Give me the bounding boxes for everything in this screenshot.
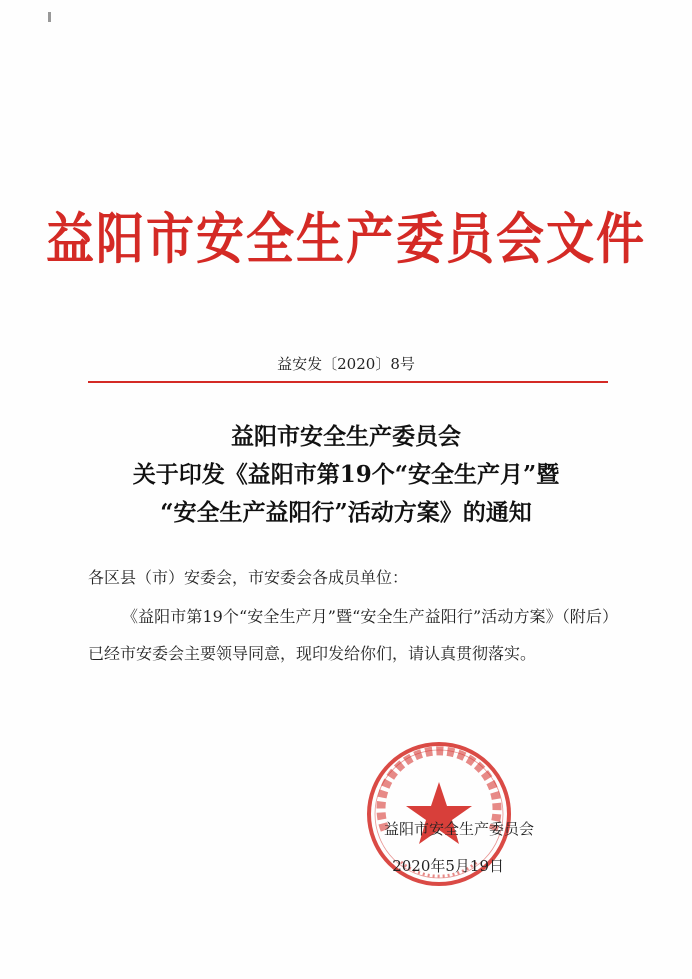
notice-title xyxy=(0,418,692,532)
red-divider-line xyxy=(88,381,608,383)
document-date: 2020年5月19日 xyxy=(392,857,504,875)
signature-organization: 益阳市安全生产委员会 xyxy=(383,820,534,838)
salutation: 各区县（市）安委会，市安委会各成员单位： xyxy=(88,568,409,587)
document-header-title: 益阳市安全生产委员会文件 xyxy=(45,207,646,272)
notice-title-line-1: 益阳市安全生产委员会 xyxy=(231,423,461,450)
scan-mark xyxy=(48,12,51,22)
notice-title-line-2: 关于印发《益阳市第19个“安全生产月”暨 xyxy=(132,461,560,488)
document-number: 益安发〔2020〕8号 xyxy=(277,355,415,373)
notice-title-line-3: “安全生产益阳行”活动方案》的通知 xyxy=(160,499,532,526)
body-paragraph: 《益阳市第19个“安全生产月”暨“安全生产益阳行”活动方案》（附后）已经市安委会主要领导同意，现印发给你们，请认真贯彻落实。 xyxy=(88,607,618,663)
